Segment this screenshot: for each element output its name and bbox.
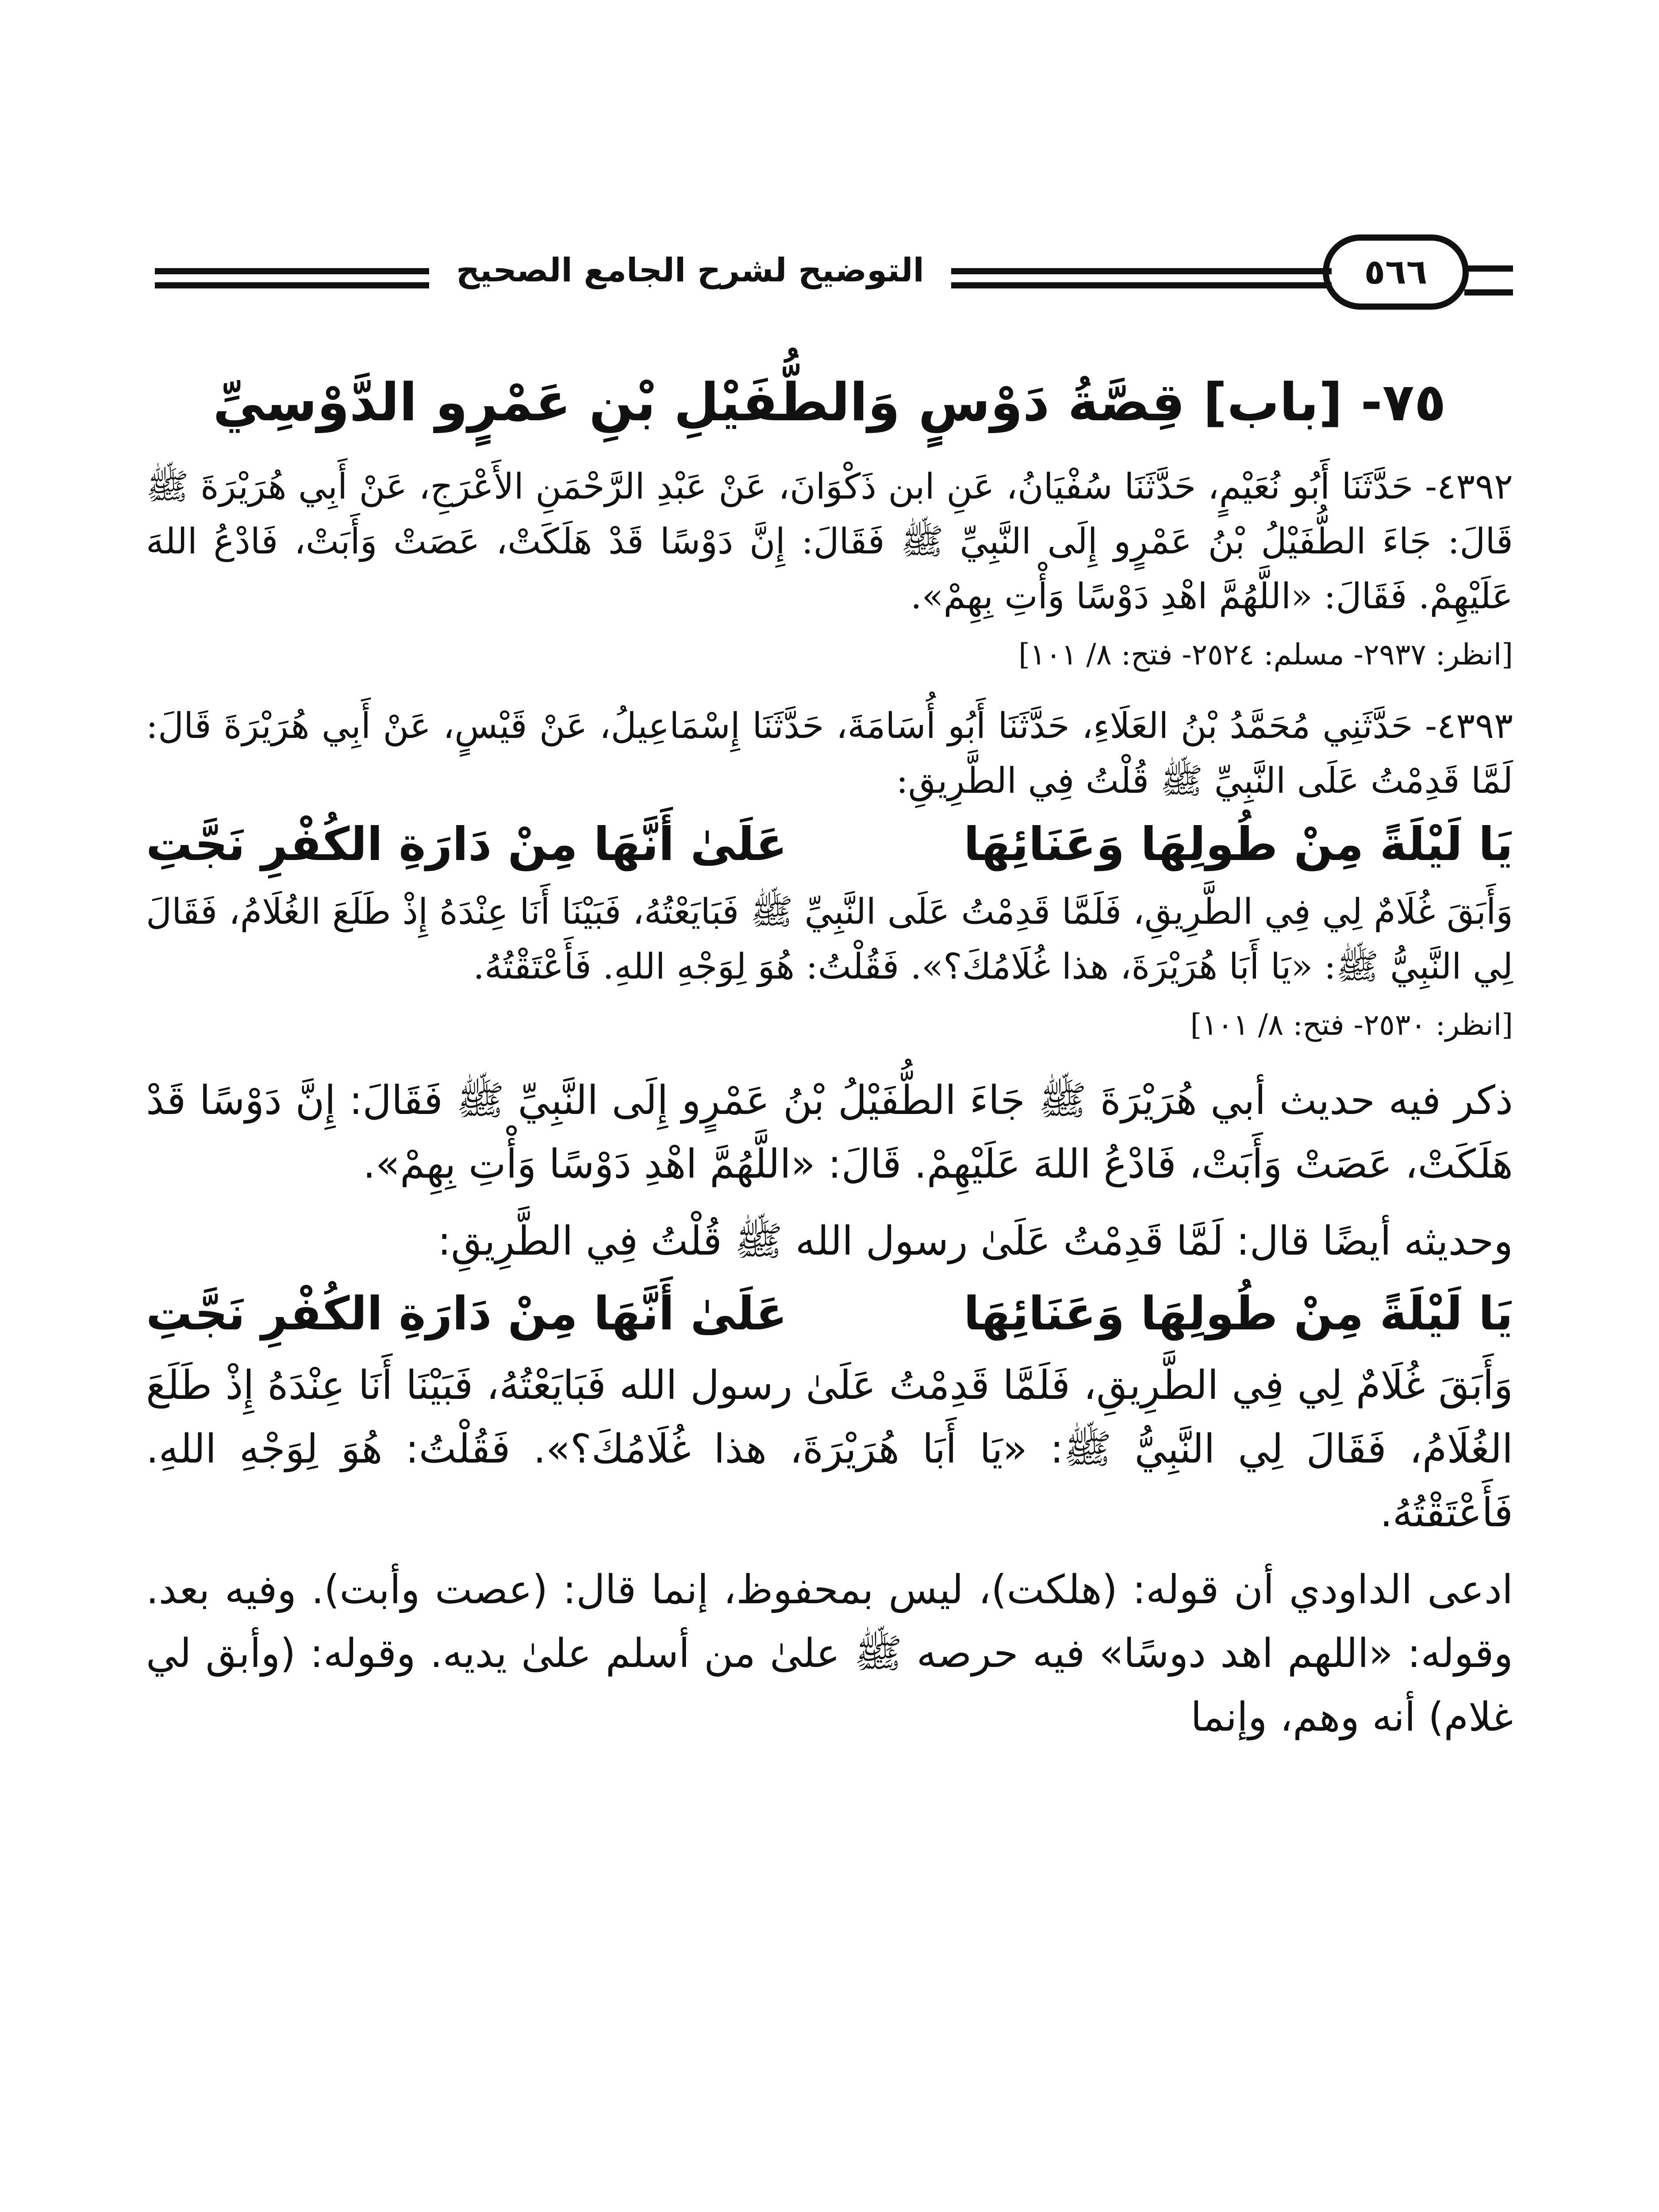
poem-verse: [146, 1286, 1513, 1340]
page-number: ٥٦٦: [1323, 234, 1469, 310]
chapter-title: ٧٥- [باب] قِصَّةُ دَوْسٍ وَالطُّفَيْلِ بْنِ عَمْرٍو الدَّوْسِيِّ: [213, 372, 1446, 433]
verse-hemistich-second: عَلَىٰ أَنَّهَا مِنْ دَارَةِ الكُفْرِ نَجَّتِ: [146, 817, 787, 871]
page-header: [119, 230, 1500, 319]
header-rule-right: [951, 268, 1332, 274]
header-ornament: [1464, 265, 1513, 296]
page-body: [146, 363, 1513, 1763]
hadith-text: ٤٣٩٣- حَدَّثَنِي مُحَمَّدُ بْنُ العَلَاءِ، حَدَّثَنَا أَبُو أُسَامَةَ، حَدَّثَنَا إِسْمَاعِيلُ، عَنْ قَيْسٍ، عَنْ أَبِي هُرَيْرَةَ قَالَ: لَمَّا قَدِمْتُ عَلَى النَّبِيِّ ﷺ قُلْتُ فِي الطَّرِيقِ:: [146, 705, 1513, 801]
hadith-text: ٤٣٩٢- حَدَّثَنَا أَبُو نُعَيْمٍ، حَدَّثَنَا سُفْيَانُ، عَنِ ابن ذَكْوَانَ، عَنْ عَبْدِ الرَّحْمَنِ الأَعْرَجِ، عَنْ أَبِي هُرَيْرَةَ ﷺ قَالَ: جَاءَ الطُّفَيْلُ بْنُ عَمْرٍو إِلَى النَّبِيِّ ﷺ فَقَالَ: إِنَّ دَوْسًا قَدْ هَلَكَتْ، عَصَتْ وَأَبَتْ، فَادْعُ اللهَ عَلَيْهِمْ. فَقَالَ: «اللَّهُمَّ اهْدِ دَوْسًا وَأْتِ بِهِمْ».: [146, 466, 1513, 617]
running-title: التوضيح لشرح الجامع الصحيح: [456, 251, 925, 289]
header-rule-left-lower: [155, 282, 429, 288]
hadith-text-continued: وَأَبَقَ غُلَامٌ لِي فِي الطَّرِيقِ، فَلَمَّا قَدِمْتُ عَلَى النَّبِيِّ ﷺ فَبَايَعْتُهُ، فَبَيْنَا أَنَا عِنْدَهُ إِذْ طَلَعَ الغُلَامُ، فَقَالَ لِي النَّبِيُّ ﷺ: «يَا أَبَا هُرَيْرَةَ، هذا غُلَامُكَ؟». فَقُلْتُ: هُوَ لِوَجْهِ اللهِ. فَأَعْتَقْتُهُ.: [146, 891, 1513, 987]
header-rule-right-lower: [951, 282, 1332, 288]
commentary-paragraph: وحديثه أيضًا قال: لَمَّا قَدِمْتُ عَلَىٰ رسول الله ﷺ قُلْتُ فِي الطَّرِيقِ:: [438, 1218, 1513, 1264]
verse-hemistich-second: عَلَىٰ أَنَّهَا مِنْ دَارَةِ الكُفْرِ نَجَّتِ: [146, 1286, 787, 1340]
header-rule-left: [155, 268, 429, 274]
verse-hemistich-first: يَا لَيْلَةً مِنْ طُولِهَا وَعَنَائِهَا: [964, 1286, 1513, 1340]
hadith-reference: [انظر: ٢٩٣٧- مسلم: ٢٥٢٤- فتح: ٨/ ١٠١]: [1018, 637, 1513, 672]
poem-verse: [146, 817, 1513, 871]
verse-hemistich-first: يَا لَيْلَةً مِنْ طُولِهَا وَعَنَائِهَا: [964, 817, 1513, 871]
commentary-paragraph: وَأَبَقَ غُلَامٌ لِي فِي الطَّرِيقِ، فَلَمَّا قَدِمْتُ عَلَىٰ رسول الله فَبَايَعْتُهُ، فَبَيْنَا أَنَا عِنْدَهُ إِذْ طَلَعَ الغُلَامُ، فَقَالَ لِي النَّبِيُّ ﷺ: «يَا أَبَا هُرَيْرَةَ، هذا غُلَامُكَ؟». فَقُلْتُ: هُوَ لِوَجْهِ اللهِ. فَأَعْتَقْتُهُ.: [146, 1362, 1513, 1536]
commentary-paragraph: ادعى الداودي أن قوله: (هلكت)، ليس بمحفوظ، إنما قال: (عصت وأبت). وفيه بعد. وقوله: «اللهم اهد دوسًا» فيه حرصه ﷺ علىٰ من أسلم علىٰ يديه. وقوله: (وأبق لي غلام) أنه وهم، وإنما: [146, 1567, 1513, 1740]
hadith-reference: [انظر: ٢٥٣٠- فتح: ٨/ ١٠١]: [1190, 1008, 1513, 1042]
commentary-paragraph: ذكر فيه حديث أبي هُرَيْرَةَ ﷺ جَاءَ الطُّفَيْلُ بْنُ عَمْرٍو إِلَى النَّبِيِّ ﷺ فَقَالَ: إِنَّ دَوْسًا قَدْ هَلَكَتْ، عَصَتْ وَأَبَتْ، فَادْعُ اللهَ عَلَيْهِمْ. قَالَ: «اللَّهُمَّ اهْدِ دَوْسًا وَأْتِ بِهِمْ».: [146, 1077, 1513, 1187]
